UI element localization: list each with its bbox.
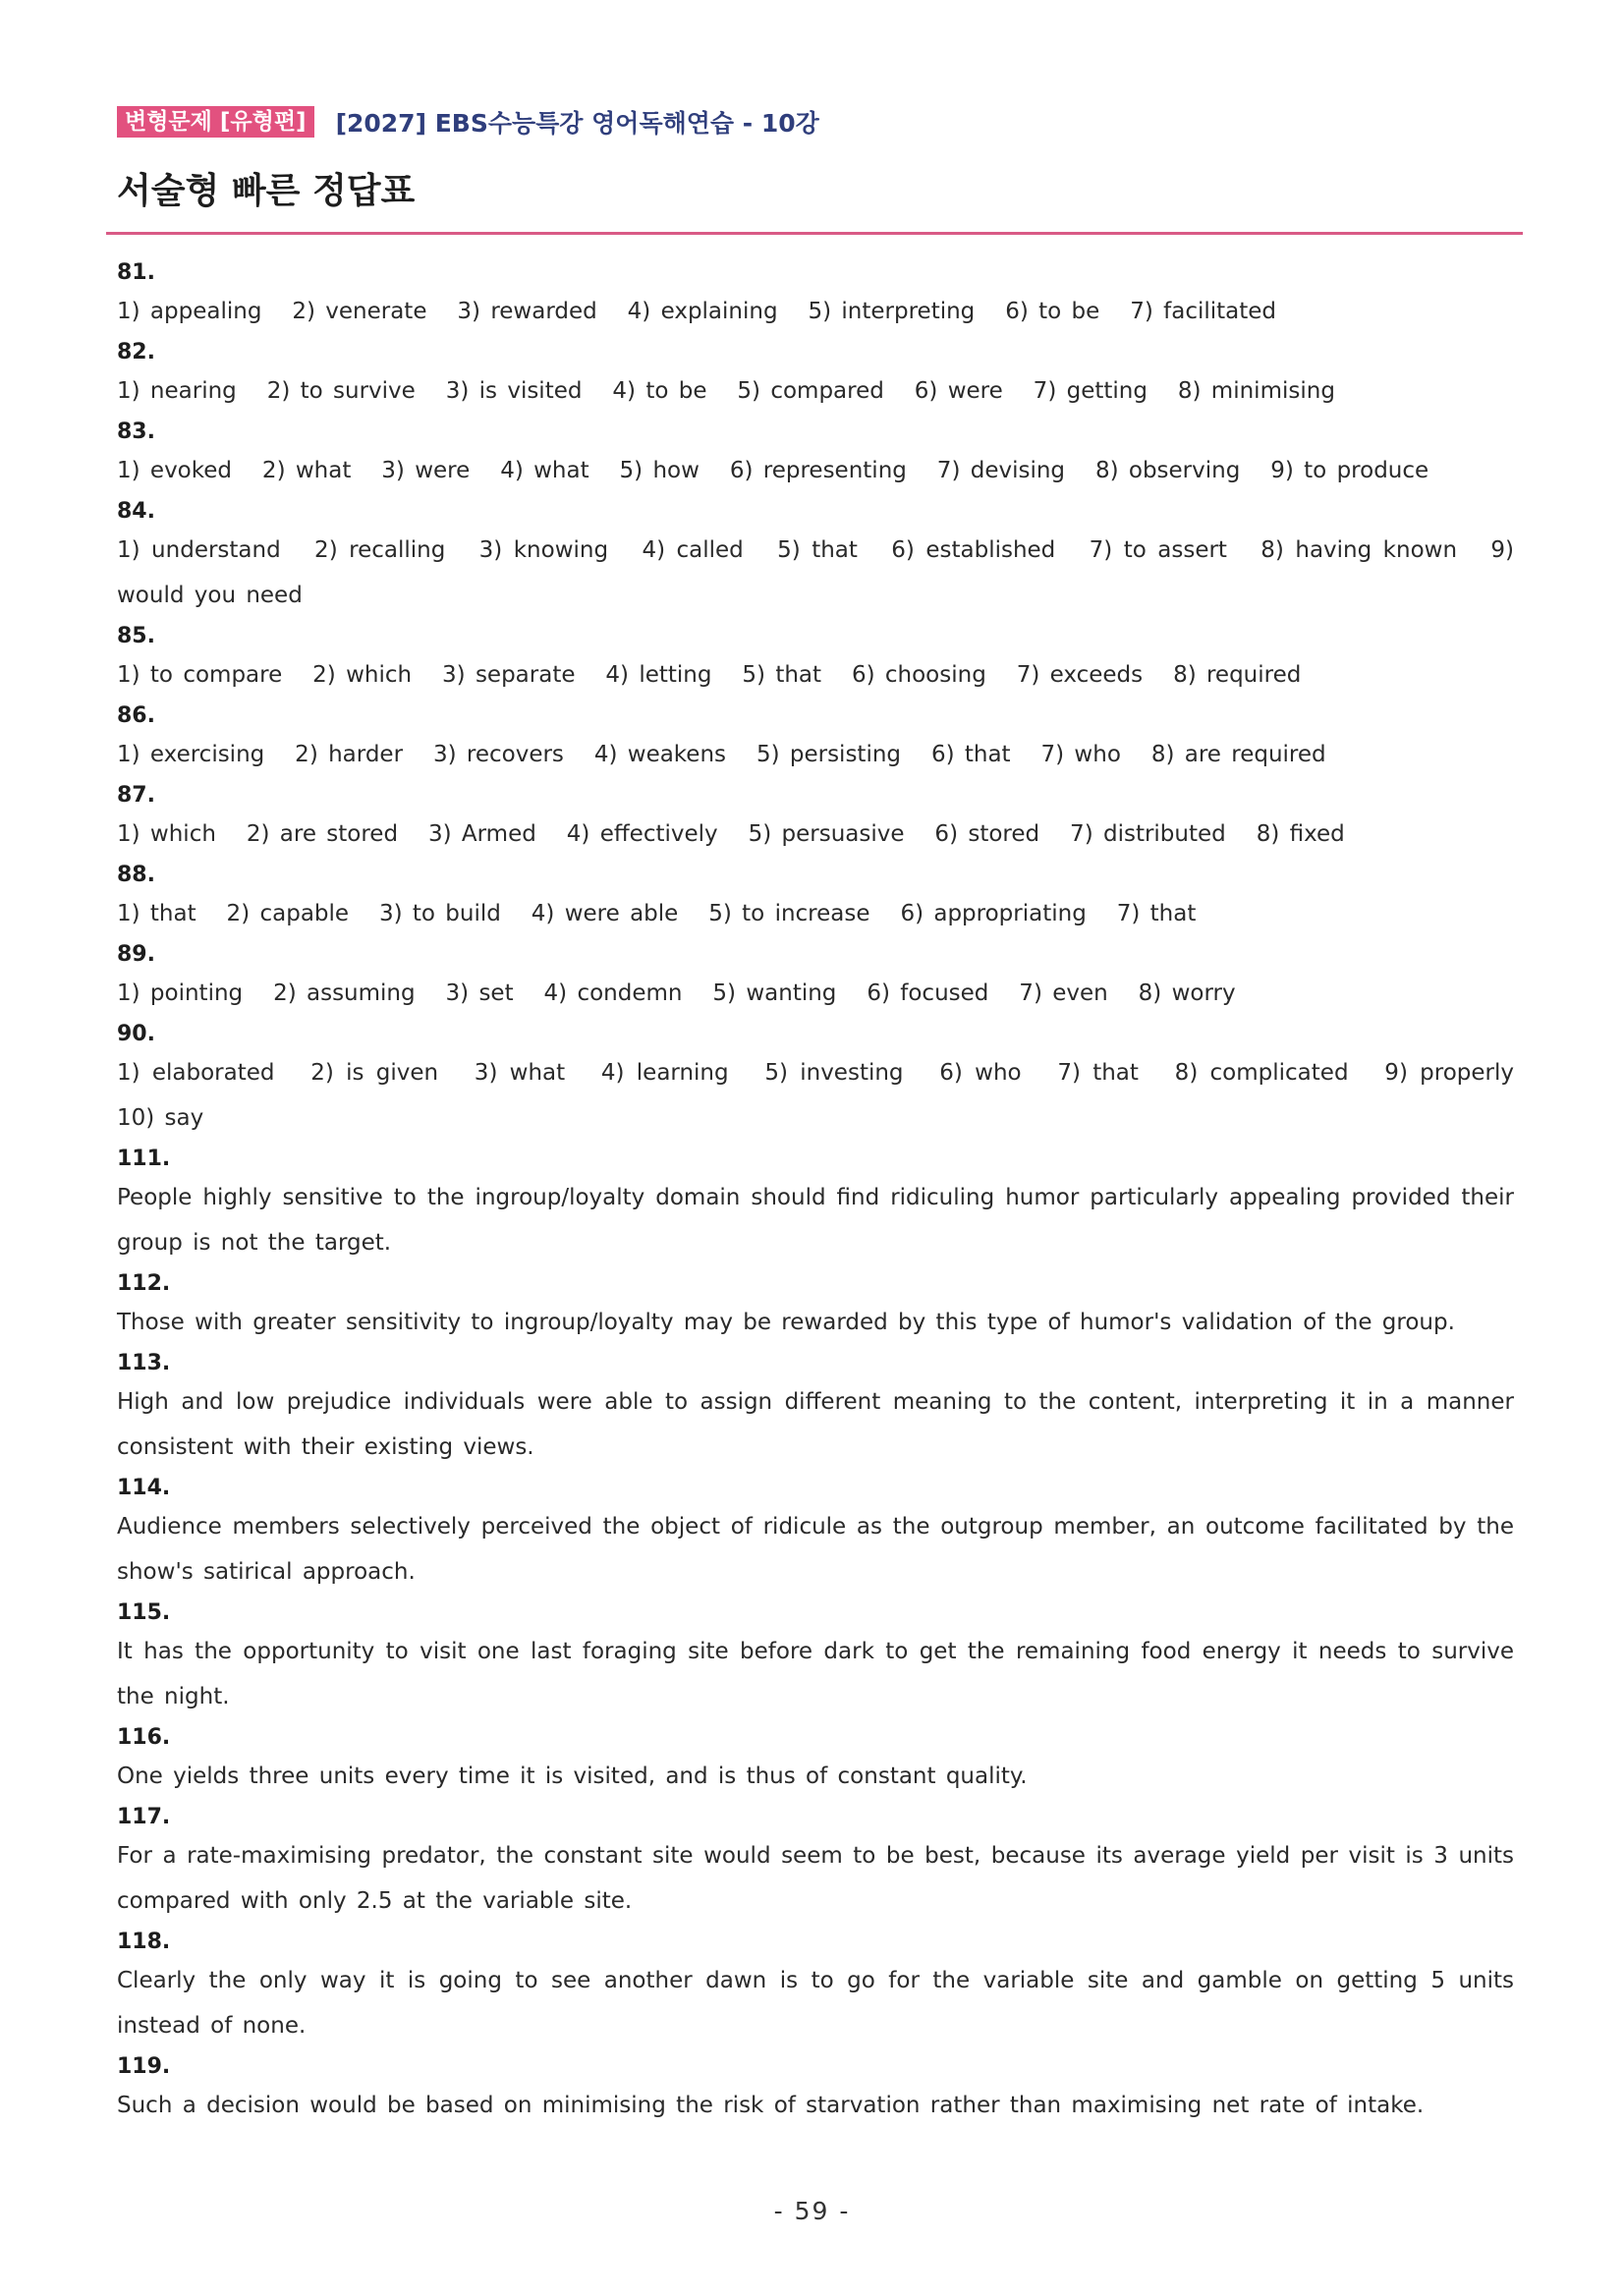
answer-text: 1) understand 2) recalling 3) knowing 4) called 5) that 6) established 7) to assert 8) having known 9) would you need [117, 537, 1525, 608]
answer-item [117, 1927, 1525, 2048]
answer-text: 1) to compare 2) which 3) separate 4) letting 5) that 6) choosing 7) exceeds 8) required [117, 662, 1302, 688]
answer-number: 86. [117, 703, 155, 728]
answer-item [117, 417, 1514, 493]
answer-text: One yields three units every time it is visited, and is thus of constant quality. [117, 1764, 1028, 1789]
answer-text: People highly sensitive to the ingroup/loyalty domain should find ridiculing humor particularly appealing provided their group is not the target. [117, 1185, 1525, 1256]
answer-item [117, 2051, 1514, 2128]
answer-number: 116. [117, 1725, 171, 1750]
answer-item [117, 1144, 1525, 1265]
answer-number: 88. [117, 863, 155, 887]
answer-number: 84. [117, 499, 155, 524]
answer-item [117, 860, 1514, 936]
answer-number: 111. [117, 1147, 171, 1171]
answer-text: Audience members selectively perceived the object of ridicule as the outgroup member, an outcome facilitated by the show's satirical approach. [117, 1514, 1525, 1585]
answer-text: 1) appealing 2) venerate 3) rewarded 4) explaining 5) interpreting 6) to be 7) facilitated [117, 299, 1277, 324]
answer-text: It has the opportunity to visit one last foraging site before dark to get the remaining food energy it needs to survive the night. [117, 1639, 1525, 1709]
answer-item [117, 1597, 1525, 1719]
answer-item [117, 1268, 1514, 1345]
answer-number: 113. [117, 1351, 171, 1375]
answer-number: 82. [117, 340, 155, 364]
answer-number: 90. [117, 1022, 155, 1046]
answer-item [117, 1019, 1544, 1141]
answer-item [117, 1802, 1525, 1924]
answer-item [117, 1473, 1525, 1595]
answer-number: 81. [117, 260, 155, 285]
answer-item [117, 700, 1514, 777]
answer-number: 87. [117, 783, 155, 808]
answer-item [117, 1348, 1525, 1470]
answer-number: 83. [117, 420, 155, 444]
answer-text: Clearly the only way it is going to see another dawn is to go for the variable site and gamble on getting 5 units instead of none. [117, 1968, 1525, 2039]
answer-text: 1) evoked 2) what 3) were 4) what 5) how 6) representing 7) devising 8) observing 9) to produce [117, 458, 1429, 483]
answer-item [117, 496, 1525, 618]
answer-text: High and low prejudice individuals were able to assign different meaning to the content, interpreting it in a manner consistent with their existing views. [117, 1389, 1525, 1460]
answer-text: 1) that 2) capable 3) to build 4) were able 5) to increase 6) appropriating 7) that [117, 901, 1197, 926]
answer-item [117, 780, 1514, 857]
title-divider [106, 232, 1523, 235]
answer-text: 1) exercising 2) harder 3) recovers 4) weakens 5) persisting 6) that 7) who 8) are required [117, 742, 1326, 767]
answer-text: Such a decision would be based on minimising the risk of starvation rather than maximising net rate of intake. [117, 2093, 1425, 2118]
page-title: 서술형 빠른 정답표 [117, 171, 416, 211]
answer-number: 119. [117, 2054, 171, 2079]
answer-item [117, 337, 1514, 414]
answer-number: 85. [117, 624, 155, 648]
answer-text: 1) nearing 2) to survive 3) is visited 4) to be 5) compared 6) were 7) getting 8) minimising [117, 378, 1335, 404]
page-number: - 59 - [773, 2197, 851, 2225]
answer-number: 114. [117, 1476, 171, 1500]
answer-number: 115. [117, 1600, 171, 1625]
answer-item [117, 621, 1514, 698]
header-title: [2027] EBS수능특강 영어독해연습 - 10강 [335, 109, 819, 138]
page-header [117, 104, 819, 140]
answer-number: 117. [117, 1805, 171, 1829]
answer-text: 1) pointing 2) assuming 3) set 4) condemn 5) wanting 6) focused 7) even 8) worry [117, 980, 1236, 1006]
section-badge: 변형문제 [유형편] [117, 106, 314, 138]
answer-text: Those with greater sensitivity to ingroup/loyalty may be rewarded by this type of humor's validation of the group. [117, 1310, 1455, 1335]
answer-number: 112. [117, 1271, 171, 1296]
answer-text: For a rate-maximising predator, the constant site would seem to be best, because its average yield per visit is 3 units compared with only 2.5 at the variable site. [117, 1843, 1525, 1914]
answer-number: 118. [117, 1930, 171, 1954]
answer-list [117, 257, 1544, 2131]
answer-item [117, 939, 1514, 1016]
answer-text: 1) which 2) are stored 3) Armed 4) effectively 5) persuasive 6) stored 7) distributed 8) fixed [117, 821, 1345, 847]
answer-item [117, 257, 1514, 334]
answer-item [117, 1722, 1514, 1799]
answer-number: 89. [117, 942, 155, 967]
answer-text: 1) elaborated 2) is given 3) what 4) learning 5) investing 6) who 7) that 8) complicated 9) properly 10) say [117, 1060, 1544, 1131]
